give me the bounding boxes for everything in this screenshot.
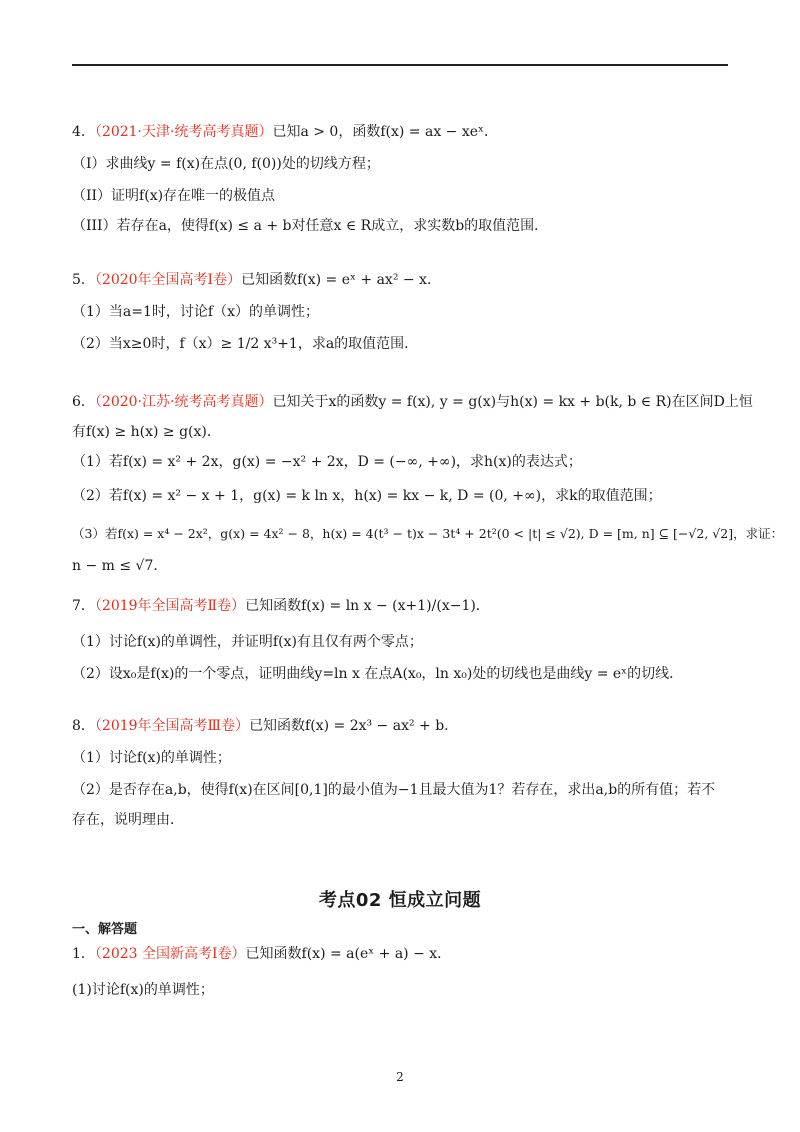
problem-8-part-2-cont: 存在，说明理由． [72,812,184,828]
problem-6-part-3: （3）若f(x) = x⁴ − 2x²，g(x) = 4x² − 8，h(x) = 4(t³ − t)x − 3t⁴ + 2t²(0 < |t| ≤ √2), D = [m, n] ⊆ [−√2, √2]，求证： [72,526,784,541]
problem-4-part-3: （III）若存在a，使得f(x) ≤ a + b对任意x ∈ R成立，求实数b的取值范围． [72,218,549,234]
problem-source: （2019年全国高考Ⅲ卷） [94,718,250,734]
problem-7-part-1: （1）讨论f(x)的单调性，并证明f(x)有且仅有两个零点； [72,634,423,650]
problem-4-part-2: （II）证明f(x)存在唯一的极值点 [72,188,276,204]
problem-number: 7． [72,598,95,614]
problem-stem: 已知函数f(x) = ln x − (x+1)/(x−1)． [245,598,490,614]
problem-stem: 已知关于x的函数y = f(x), y = g(x)与h(x) = kx + b(k, b ∈ R)在区间D上恒 [272,394,753,410]
problem-5-stem [72,270,441,290]
problem-6-stem [72,392,753,412]
problem-5-part-2: （2）当x≥0时，f（x）≥ 1/2 x³+1，求a的取值范围． [72,336,419,352]
problem-stem: 已知函数f(x) = a(eˣ + a) − x． [245,946,452,962]
section-title: 考点02 恒成立问题 [318,890,482,911]
problem-number: 8． [72,718,95,734]
page-number: 2 [396,1070,404,1084]
problem-stem: 已知函数f(x) = eˣ + ax² − x． [241,272,441,288]
problem-6-part-3-cont: n − m ≤ √7． [72,558,168,574]
problem-next-part-1: (1)讨论f(x)的单调性； [72,982,214,998]
problem-5-part-1: （1）当a=1时，讨论f（x）的单调性； [72,304,319,320]
problem-6-stem-cont: 有f(x) ≥ h(x) ≥ g(x)． [72,424,221,440]
header-rule [72,64,728,66]
problem-8-part-1: （1）讨论f(x)的单调性； [72,750,231,766]
problem-number: 5． [72,272,95,288]
problem-number: 1． [72,946,95,962]
problem-number: 6． [72,394,95,410]
problem-source: （2020年全国高考Ⅰ卷） [94,272,242,288]
problem-number: 4． [72,124,95,140]
problem-8-stem [72,716,458,736]
section-subheading: 一、解答题 [72,922,138,937]
problem-7-stem [72,596,490,616]
problem-next-stem [72,944,451,964]
problem-6-part-1: （1）若f(x) = x² + 2x，g(x) = −x² + 2x，D = (−∞, +∞)，求h(x)的表达式； [72,454,582,470]
problem-source: （2020·江苏·统考高考真题） [94,394,273,410]
problem-stem: 已知函数f(x) = 2x³ − ax² + b． [249,718,459,734]
problem-4-part-1: （I）求曲线y = f(x)在点(0, f(0))处的切线方程； [72,156,380,172]
problem-7-part-2: （2）设x₀是f(x)的一个零点，证明曲线y=ln x 在点A(x₀，ln x₀)处的切线也是曲线y = eˣ的切线． [72,666,684,682]
problem-8-part-2: （2）是否存在a,b，使得f(x)在区间[0,1]的最小值为−1且最大值为1？若存在，求出a,b的所有值；若不 [72,782,716,798]
problem-source: （2021·天津·统考高考真题） [94,124,273,140]
problem-source: （2019年全国高考Ⅱ卷） [94,598,246,614]
problem-6-part-2: （2）若f(x) = x² − x + 1，g(x) = k ln x，h(x) = kx − k, D = (0, +∞)，求k的取值范围； [72,488,662,504]
problem-stem: 已知a > 0，函数f(x) = ax − xeˣ． [272,124,498,140]
problem-4-stem [72,122,498,142]
problem-source: （2023 全国新高考Ⅰ卷） [94,946,246,962]
